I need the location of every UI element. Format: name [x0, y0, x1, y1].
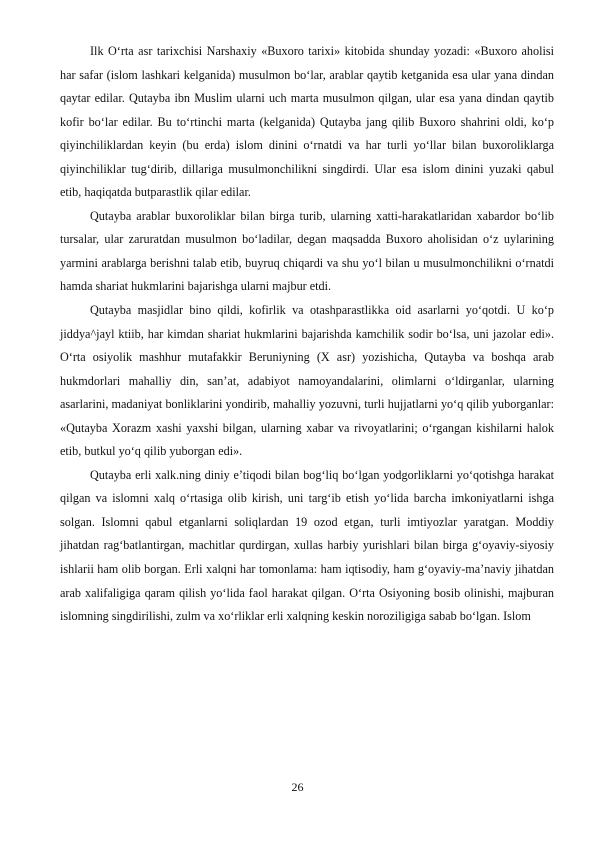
- page-number: 26: [291, 780, 304, 794]
- paragraph-1: Ilk O‘rta asr tarixchisi Narshaxiy «Buxoro tarixi» kitobida shunday yozadi: «Buxoro aholisi har safar (islom lashkari kelganida) musulmon bo‘lar, arablar qaytib ketganida esa ular yana dindan qaytar edilar. Qutayba ibn Muslim ularni uch marta musulmon qilgan, ular esa yana dindan qaytib kofir bo‘lar edilar. Bu to‘rtinchi marta (kelganida) Qutayba jang qilib Buxoro shahrini oldi, ko‘p qiyinchiliklardan keyin (bu erda) islom dinini o‘rnatdi va har turli yo‘llar bilan buxoroliklarga qiyinchiliklar tug‘dirib, dillariga musulmonchilikni singdirdi. Ular esa islom dinini yuzaki qabul etib, haqiqatda butparastlik qilar edilar.: [60, 44, 554, 200]
- paragraph-2: Qutayba arablar buxoroliklar bilan birga turib, ularning xatti-harakatlaridan xabardor bo‘lib tursalar, ular zaruratdan musulmon bo‘ladilar, degan maqsadda Buxoro aholisidan o‘z uylarining yarmini arablarga berishni talab etib, buyruq chiqardi va shu yo‘l bilan u musulmonchilikni o‘rnatdi hamda shariat hukmlarini bajarishga ularni majbur etdi.: [60, 208, 554, 294]
- paragraph-3: Qutayba masjidlar bino qildi, kofirlik va otashparastlikka oid asarlarni yo‘qotdi. U ko‘p jiddya^jayl ktiib, har kimdan shariat hukmlarini bajarishda kamchilik sodir bo‘lsa, uni jazolar edi». O‘rta osiyolik mashhur mutafakkir Beruniyning (X asr) yozishicha, Qutayba va boshqa arab hukmdorlari mahalliy din, san’at, adabiyot namoyandalarini, olimlarni o‘ldirganlar, ularning asarlarini, madaniyat bonliklarini yondirib, mahalliy yozuvni, turli hujjatlarni yo‘q qilib yuborganlar: «Qutayba Xorazm xashi yaxshi bilgan, ularning xabar va rivoyatlarini; o‘rgangan kishilarni halok etib, butkul yo‘q qilib yuborgan edi».: [60, 303, 554, 459]
- paragraph-4: Qutayba erli xalk.ning diniy e’tiqodi bilan bog‘liq bo‘lgan yodgorliklarni yo‘qotishga harakat qilgan va islomni xalq o‘rtasiga olib kirish, uni targ‘ib etish yo‘lida barcha imkoniyatlarni ishga solgan. Islomni qabul etganlarni soliqlardan 19 ozod etgan, turli imtiyozlar yaratgan. Moddiy jihatdan rag‘batlantirgan, machitlar qurdirgan, xullas harbiy yurishlari bilan birga g‘oyaviy-siyosiy ishlarii ham olib borgan. Erli xalqni har tomonlama: ham iqtisodiy, ham g‘oyaviy-ma’naviy jihatdan arab xalifaligiga qaram qilish yo‘lida faol harakat qilgan. O‘rta Osiyoning bosib olinishi, majburan islomning singdirilishi, zulm va xo‘rliklar erli xalqning keskin noroziligiga sabab bo‘lgan. Islom: [60, 467, 554, 624]
- body-text: [60, 40, 554, 629]
